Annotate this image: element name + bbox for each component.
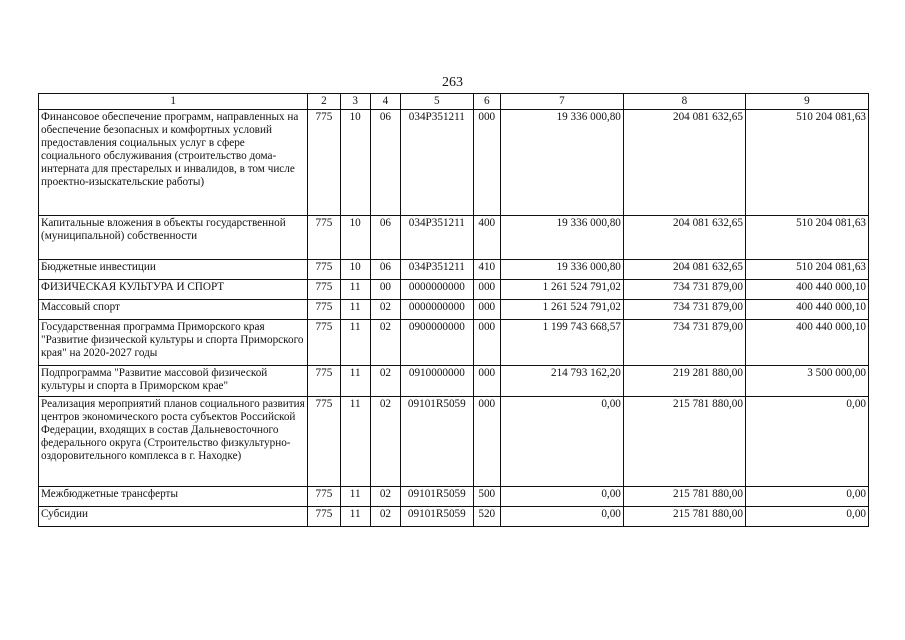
amount-col7: 214 793 162,20 [500,366,623,397]
page-number: 263 [442,75,463,90]
subsection-code: 02 [370,487,400,507]
row-name: Государственная программа Приморского края "Развитие физической культуры и спорта Приморского края" на 2020-2027 годы [39,320,308,366]
admin-code: 775 [308,216,340,260]
amount-col8: 734 731 879,00 [623,300,745,320]
subsection-code: 00 [370,280,400,300]
target-article-code: 0910000000 [401,366,474,397]
budget-table [38,93,869,527]
admin-code: 775 [308,110,340,216]
amount-col8: 215 781 880,00 [623,507,745,527]
table-row [39,260,869,280]
amount-col9: 3 500 000,00 [745,366,868,397]
admin-code: 775 [308,397,340,487]
admin-code: 775 [308,487,340,507]
row-name: Массовый спорт [39,300,308,320]
amount-col9: 400 440 000,10 [745,300,868,320]
row-name: Подпрограмма "Развитие массовой физической культуры и спорта в Приморском крае" [39,366,308,397]
expense-type-code: 000 [473,397,500,487]
amount-col9: 400 440 000,10 [745,320,868,366]
subsection-code: 06 [370,216,400,260]
subsection-code: 02 [370,300,400,320]
amount-col9: 0,00 [745,487,868,507]
table-row [39,280,869,300]
amount-col7: 19 336 000,80 [500,110,623,216]
row-name: Бюджетные инвестиции [39,260,308,280]
section-code: 10 [340,110,370,216]
amount-col7: 0,00 [500,507,623,527]
amount-col8: 215 781 880,00 [623,397,745,487]
table-row [39,216,869,260]
row-name: Субсидии [39,507,308,527]
amount-col7: 19 336 000,80 [500,216,623,260]
target-article-code: 0000000000 [401,280,474,300]
expense-type-code: 000 [473,300,500,320]
target-article-code: 034P351211 [401,260,474,280]
section-code: 10 [340,260,370,280]
section-code: 11 [340,280,370,300]
expense-type-code: 410 [473,260,500,280]
amount-col9: 510 204 081,63 [745,260,868,280]
section-code: 11 [340,397,370,487]
expense-type-code: 400 [473,216,500,260]
column-header: 4 [370,94,400,110]
admin-code: 775 [308,507,340,527]
row-name: Реализация мероприятий планов социального развития центров экономического роста субъектов Российской Федерации, входящих в состав Дальневосточного федерального округа (Строительство физкультурно-оздоровительного комплекса в г. Находке) [39,397,308,487]
table-row [39,110,869,216]
amount-col8: 204 081 632,65 [623,110,745,216]
expense-type-code: 000 [473,320,500,366]
column-header: 8 [623,94,745,110]
row-name: ФИЗИЧЕСКАЯ КУЛЬТУРА И СПОРТ [39,280,308,300]
row-name: Межбюджетные трансферты [39,487,308,507]
amount-col8: 734 731 879,00 [623,280,745,300]
subsection-code: 06 [370,110,400,216]
expense-type-code: 000 [473,110,500,216]
admin-code: 775 [308,366,340,397]
amount-col8: 204 081 632,65 [623,260,745,280]
section-code: 11 [340,487,370,507]
subsection-code: 02 [370,320,400,366]
table-row [39,397,869,487]
table-row [39,507,869,527]
column-header: 5 [401,94,474,110]
amount-col8: 734 731 879,00 [623,320,745,366]
amount-col9: 0,00 [745,507,868,527]
expense-type-code: 520 [473,507,500,527]
column-header: 2 [308,94,340,110]
admin-code: 775 [308,300,340,320]
target-article-code: 09101R5059 [401,507,474,527]
row-name: Капитальные вложения в объекты государственной (муниципальной) собственности [39,216,308,260]
amount-col7: 1 261 524 791,02 [500,300,623,320]
amount-col8: 219 281 880,00 [623,366,745,397]
expense-type-code: 000 [473,366,500,397]
target-article-code: 0900000000 [401,320,474,366]
amount-col8: 204 081 632,65 [623,216,745,260]
expense-type-code: 000 [473,280,500,300]
table-row [39,300,869,320]
column-header: 9 [745,94,868,110]
table-row [39,320,869,366]
amount-col7: 0,00 [500,487,623,507]
column-header: 3 [340,94,370,110]
subsection-code: 06 [370,260,400,280]
amount-col9: 400 440 000,10 [745,280,868,300]
column-header: 7 [500,94,623,110]
amount-col8: 215 781 880,00 [623,487,745,507]
target-article-code: 0000000000 [401,300,474,320]
admin-code: 775 [308,280,340,300]
target-article-code: 034P351211 [401,216,474,260]
section-code: 11 [340,300,370,320]
column-header: 6 [473,94,500,110]
amount-col9: 0,00 [745,397,868,487]
section-code: 11 [340,507,370,527]
amount-col7: 0,00 [500,397,623,487]
target-article-code: 034P351211 [401,110,474,216]
row-name: Финансовое обеспечение программ, направленных на обеспечение безопасных и комфортных условий предоставления социальных услуг в сфере социального обслуживания (строительство дома-интерната для престарелых и инвалидов, в том числе проектно-изыскательские работы) [39,110,308,216]
table-header-row [39,94,869,110]
amount-col9: 510 204 081,63 [745,216,868,260]
admin-code: 775 [308,260,340,280]
amount-col7: 1 199 743 668,57 [500,320,623,366]
amount-col7: 1 261 524 791,02 [500,280,623,300]
target-article-code: 09101R5059 [401,397,474,487]
expense-type-code: 500 [473,487,500,507]
target-article-code: 09101R5059 [401,487,474,507]
section-code: 10 [340,216,370,260]
table-row [39,366,869,397]
amount-col9: 510 204 081,63 [745,110,868,216]
admin-code: 775 [308,320,340,366]
subsection-code: 02 [370,366,400,397]
amount-col7: 19 336 000,80 [500,260,623,280]
table-row [39,487,869,507]
section-code: 11 [340,320,370,366]
section-code: 11 [340,366,370,397]
subsection-code: 02 [370,507,400,527]
subsection-code: 02 [370,397,400,487]
column-header: 1 [39,94,308,110]
